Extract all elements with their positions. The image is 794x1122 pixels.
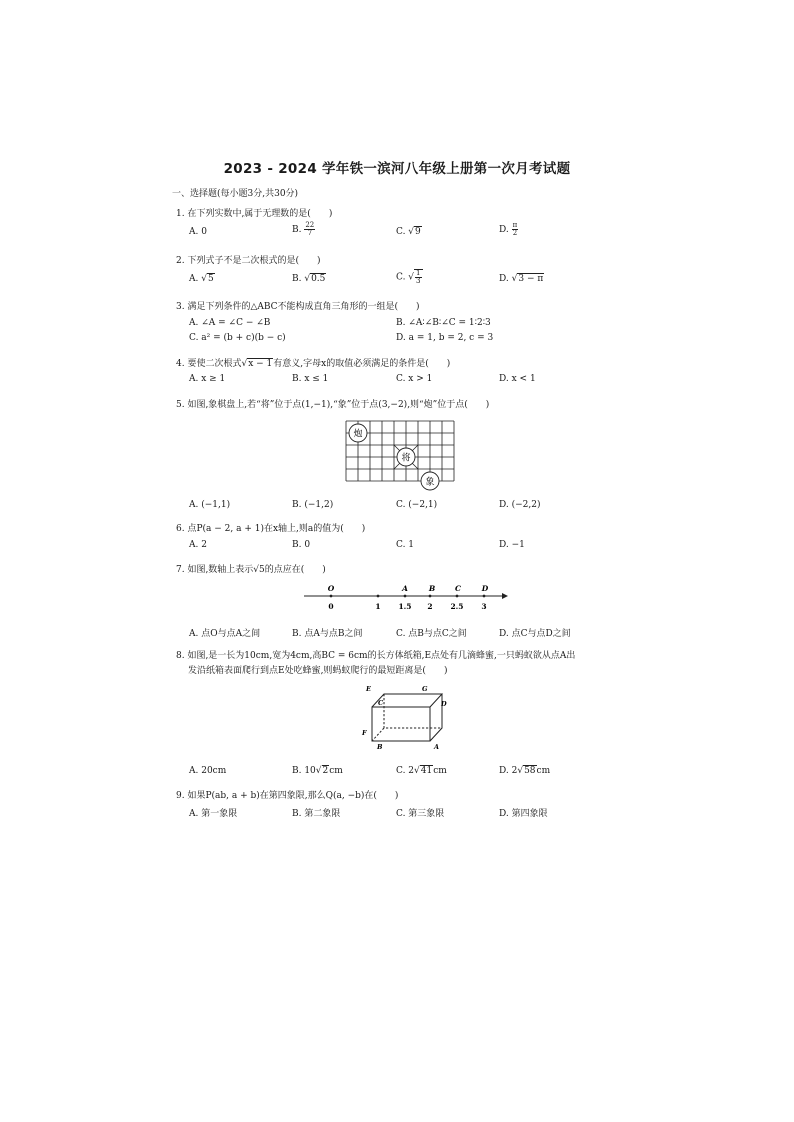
q1-option-d: D. $\frac{\pi}{2}$: [499, 221, 518, 237]
tick-label: 2: [427, 602, 433, 611]
q4-option-b: B. x ≤ 1: [292, 374, 329, 384]
vertex-label-b: B: [377, 743, 383, 751]
q8-option-d: D. 2√58cm: [499, 766, 551, 776]
point-label-c: C: [455, 584, 461, 593]
vertex-label-c: C: [378, 699, 384, 707]
question-6-stem: 6. 点P(a − 2, a + 1)在x轴上,则a的值为( ): [176, 524, 366, 534]
point-label-a: A: [402, 584, 408, 593]
q4-option-d: D. x < 1: [499, 374, 536, 384]
page-title: 2023 - 2024 学年铁一滨河八年级上册第一次月考试题: [223, 161, 571, 177]
q3-option-a: A. ∠A = ∠C − ∠B: [189, 318, 271, 328]
q5-option-c: C. (−2,1): [396, 500, 438, 510]
point-label-o: O: [327, 584, 335, 593]
tick-label: 2.5: [450, 602, 464, 611]
q2-option-d: D. √3 − π: [499, 274, 544, 284]
vertex-label-g: G: [422, 685, 428, 693]
q1-option-a: A. 0: [189, 227, 207, 237]
q5-option-a: A. (−1,1): [189, 500, 231, 510]
piece-xiang-label: 象: [425, 477, 435, 488]
chessboard-figure: [340, 416, 460, 492]
q9-option-a: A. 第一象限: [189, 809, 238, 819]
question-7-stem: 7. 如图,数轴上表示√5的点应在( ): [176, 565, 326, 575]
q8-option-c: C. 2√41cm: [396, 766, 447, 776]
question-2-stem: 2. 下列式子不是二次根式的是( ): [176, 256, 321, 266]
q5-option-d: D. (−2,2): [499, 500, 541, 510]
question-9-stem: 9. 如果P(ab, a + b)在第四象限,那么Q(a, −b)在( ): [176, 791, 399, 801]
q4-option-c: C. x > 1: [396, 374, 433, 384]
q5-option-b: B. (−1,2): [292, 500, 334, 510]
q7-option-d: D. 点C与点D之间: [499, 629, 571, 639]
tick-label: 1: [375, 602, 381, 611]
point-label-d: D: [481, 584, 489, 593]
piece-jiang: [397, 448, 415, 466]
question-1-stem: 1. 在下列实数中,属于无理数的是( ): [176, 209, 333, 219]
piece-xiang: [421, 472, 439, 490]
vertex-label-a: A: [434, 743, 440, 751]
q4-option-a: A. x ≥ 1: [189, 374, 226, 384]
question-8-stem-line1: 8. 如图,是一长为10cm,宽为4cm,高BC = 6cm的长方体纸箱,E点处有几滴蜂蜜,一只蚂蚁欲从点A出: [176, 651, 576, 661]
q7-option-c: C. 点B与点C之间: [396, 629, 467, 639]
q9-option-c: C. 第三象限: [396, 809, 445, 819]
q7-option-a: A. 点O与点A之间: [189, 629, 261, 639]
number-line-figure: [300, 582, 510, 616]
q2-option-a: A. √5: [189, 274, 214, 284]
piece-jiang-label: 将: [401, 453, 411, 464]
piece-pao-label: 炮: [353, 429, 363, 440]
vertex-label-d: D: [441, 700, 447, 708]
vertex-label-f: F: [362, 729, 367, 737]
question-8-stem-line2: 发沿纸箱表面爬行到点E处吃蜂蜜,则蚂蚁爬行的最短距离是( ): [188, 666, 448, 676]
q1-option-b: B. $\frac{22}{7}$: [292, 221, 315, 237]
q2-option-b: B. √0.5: [292, 274, 326, 284]
tick-label: 1.5: [398, 602, 412, 611]
tick-label: 3: [481, 602, 487, 611]
q3-option-d: D. a = 1, b = 2, c = 3: [396, 333, 494, 343]
q8-option-a: A. 20cm: [189, 766, 227, 776]
q2-option-c: C. √ $\frac{1}{3}$: [396, 269, 421, 285]
point-label-b: B: [428, 584, 436, 593]
arrow-icon: [502, 593, 508, 599]
question-4-stem: 4. 要使二次根式√x − 1有意义,字母x的取值必须满足的条件是( ): [176, 359, 451, 369]
q6-option-d: D. −1: [499, 540, 525, 550]
vertex-label-e: E: [366, 685, 371, 693]
q9-option-d: D. 第四象限: [499, 809, 548, 819]
section-heading: 一、选择题(每小题3分,共30分): [172, 189, 299, 199]
box-figure: [358, 683, 448, 753]
question-3-stem: 3. 满足下列条件的△ABC不能构成直角三角形的一组是( ): [176, 302, 420, 312]
q6-option-c: C. 1: [396, 540, 415, 550]
piece-pao: [349, 424, 367, 442]
q7-option-b: B. 点A与点B之间: [292, 629, 363, 639]
q1-option-c: C. √9: [396, 227, 421, 237]
q3-option-b: B. ∠A∶∠B∶∠C = 1∶2∶3: [396, 318, 491, 328]
tick-label: 0: [328, 602, 334, 611]
q9-option-b: B. 第二象限: [292, 809, 341, 819]
question-5-stem: 5. 如图,象棋盘上,若“将”位于点(1,−1),“象”位于点(3,−2),则“炮”位于点( ): [176, 400, 490, 410]
q6-option-b: B. 0: [292, 540, 311, 550]
q6-option-a: A. 2: [189, 540, 207, 550]
q3-option-c: C. a² = (b + c)(b − c): [189, 333, 286, 343]
q8-option-b: B. 10√2cm: [292, 766, 343, 776]
